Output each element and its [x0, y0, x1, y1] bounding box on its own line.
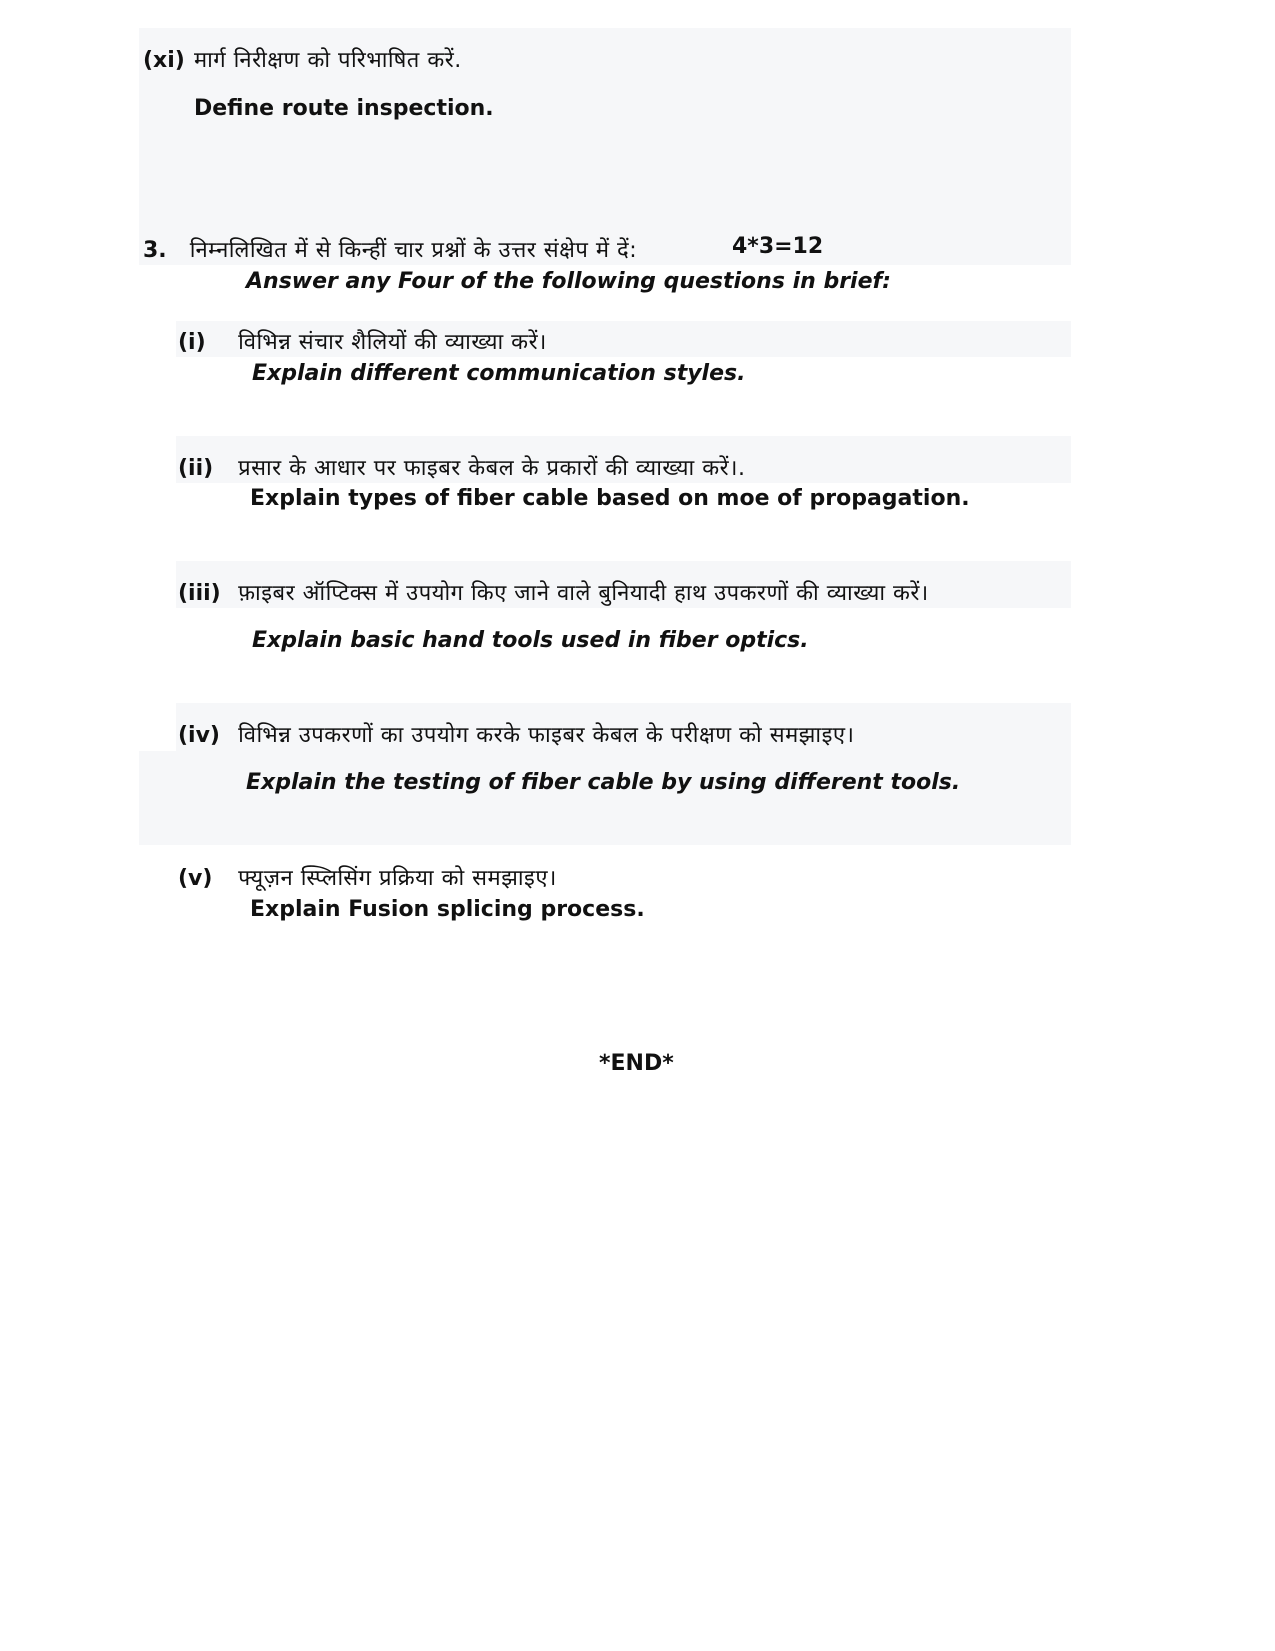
question-text-english: Explain different communication styles.: [252, 361, 746, 386]
question-text-english: Explain Fusion splicing process.: [250, 897, 645, 922]
question-xi: [143, 44, 462, 74]
shade-band-q4-bottom: [139, 751, 1071, 845]
question-text-hindi: विभिन्न उपकरणों का उपयोग करके फाइबर केबल के परीक्षण को समझाइए।: [238, 723, 855, 748]
section-instruction-hindi: निम्नलिखित में से किन्हीं चार प्रश्नों के उत्तर संक्षेप में दें:: [189, 238, 638, 263]
question-text-hindi: फ्यूज़न स्प्लिसिंग प्रक्रिया को समझाइए।: [238, 866, 557, 891]
question-text-hindi: प्रसार के आधार पर फाइबर केबल के प्रकारों की व्याख्या करें।.: [238, 456, 746, 481]
question-number: (ii): [178, 456, 214, 481]
question-text-hindi: विभिन्न संचार शैलियों की व्याख्या करें।: [238, 330, 547, 355]
question-number: (v): [178, 866, 213, 891]
question-text-english: Explain the testing of fiber cable by using different tools.: [246, 770, 961, 795]
section-number: 3.: [143, 238, 167, 263]
question-text-english: Explain basic hand tools used in fiber optics.: [252, 628, 809, 653]
question-i: [178, 326, 547, 356]
question-number: (iii): [178, 581, 221, 606]
question-number: (iv): [178, 723, 220, 748]
section-marks: 4*3=12: [732, 234, 824, 259]
end-marker: *END*: [599, 1051, 674, 1076]
question-text-english: Define route inspection.: [194, 96, 494, 121]
question-number: (i): [178, 330, 206, 355]
section-3-heading: [143, 234, 637, 264]
section-instruction-english: Answer any Four of the following questions in brief:: [246, 269, 891, 294]
question-iv: [178, 719, 854, 749]
question-iii: [178, 577, 929, 607]
question-text-hindi: फ़ाइबर ऑप्टिक्स में उपयोग किए जाने वाले बुनियादी हाथ उपकरणों की व्याख्या करें।: [238, 581, 929, 606]
question-v: [178, 862, 557, 892]
question-ii: [178, 452, 745, 482]
question-number: (xi): [143, 48, 185, 73]
question-text-english: Explain types of fiber cable based on moe of propagation.: [250, 486, 970, 511]
question-text-hindi: मार्ग निरीक्षण को परिभाषित करें.: [193, 48, 462, 73]
